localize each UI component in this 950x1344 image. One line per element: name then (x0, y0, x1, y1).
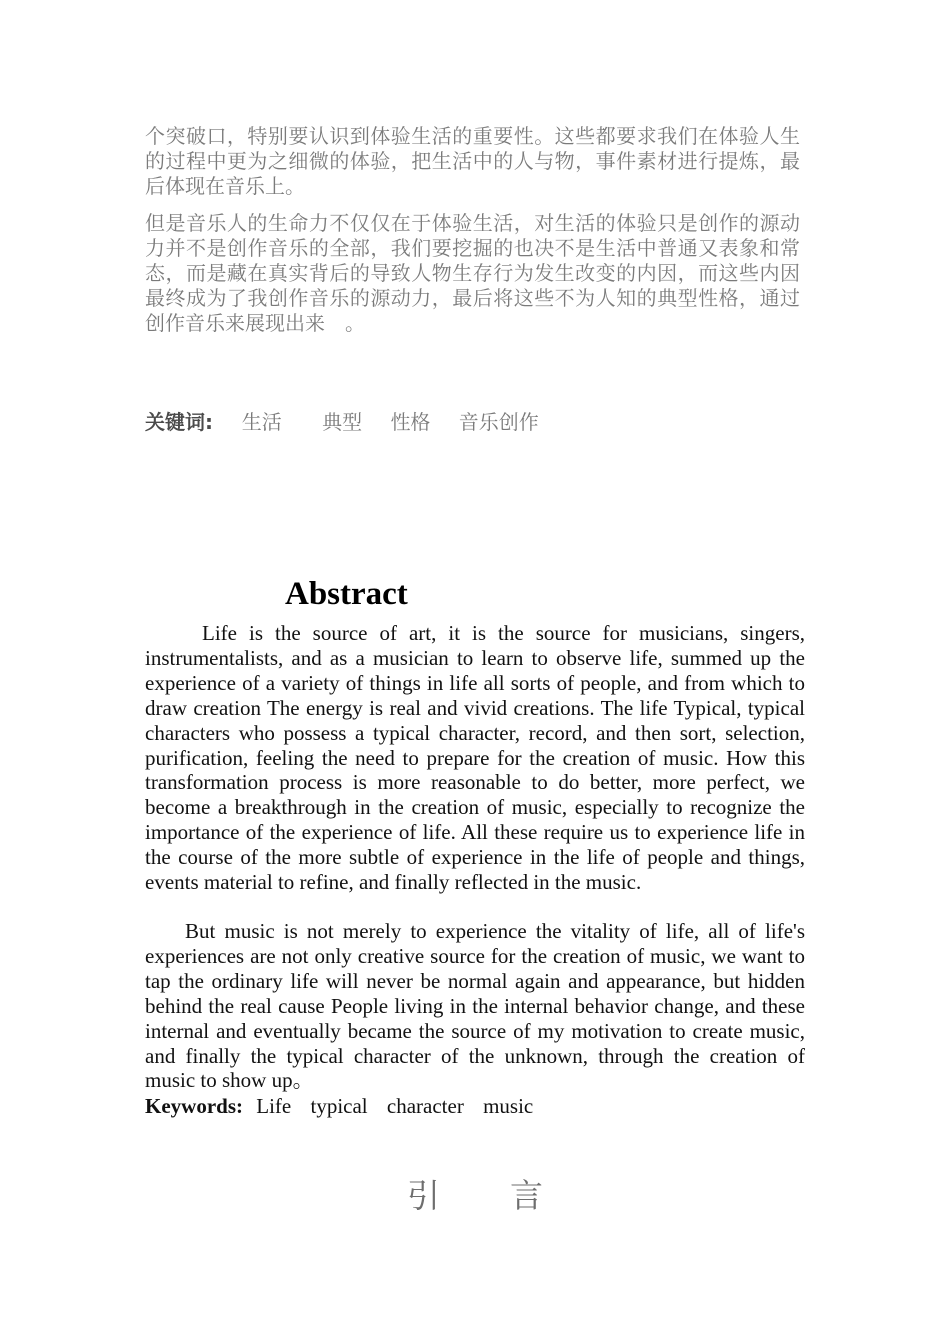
introduction-heading: 引言 (407, 1176, 613, 1215)
abstract-title: Abstract (285, 576, 408, 612)
english-keyword: typical (310, 1094, 368, 1118)
chinese-keywords-separator: : (205, 410, 213, 434)
chinese-abstract-paragraph-2: 但是音乐人的生命力不仅仅在于体验生活，对生活的体验只是创作的源动力并不是创作音乐的全部，我们要挖掘的也决不是生活中普通又表象和常态，而是藏在真实背后的导致人物生存行为发生改变的内因，而这些内因最终成为了我创作音乐的源动力，最后将这些不为人知的典型性格，通过创作音乐来展现出来 。 (145, 211, 800, 335)
english-keyword: Life (256, 1094, 292, 1118)
chinese-keyword: 生活 (241, 410, 282, 434)
abstract-paragraph-1: Life is the source of art, it is the source for musicians, singers, instrumentalists, and as a musician to learn to observe life, summed up the experience of a variety of things in life all sorts of people, and from which to draw creation The energy is real and vivid creations. The life Typical, typical characters who possess a typical character, record, and then sort, selection, purification, feeling the need to prepare for the creation of music. How this transformation process is more reasonable to do better, more perfect, we become a breakthrough in the creation of music, especially to recognize the importance of the experience of life. All these require us to experience life in the course of the more subtle of experience in the life of people and things, events material to refine, and finally reflected in the music. (145, 621, 805, 895)
chinese-keyword: 音乐创作 (458, 410, 539, 434)
english-keywords-line (145, 1094, 547, 1119)
abstract-paragraph-2: But music is not merely to experience the vitality of life, all of life's experiences are not only creative source for the creation of music, we want to tap the ordinary life will never be normal again and appearance, but hidden behind the real cause People living in the internal behavior change, and these internal and eventually became the source of my motivation to create music, and finally the typical character of the unknown, through the creation of music to show up。 (145, 919, 805, 1093)
chinese-keyword: 性格 (390, 410, 431, 434)
chinese-keywords-line (145, 410, 561, 435)
english-keyword: character (386, 1094, 464, 1118)
english-keyword: music (483, 1094, 534, 1118)
chinese-keywords-label: 关键词 (145, 410, 205, 434)
chinese-keyword: 典型 (322, 410, 363, 434)
chinese-abstract-paragraph-1: 个突破口，特别要认识到体验生活的重要性。这些都要求我们在体验人生的过程中更为之细微的体验，把生活中的人与物，事件素材进行提炼，最后体现在音乐上。 (145, 124, 800, 198)
english-keywords-label: Keywords: (145, 1094, 243, 1118)
